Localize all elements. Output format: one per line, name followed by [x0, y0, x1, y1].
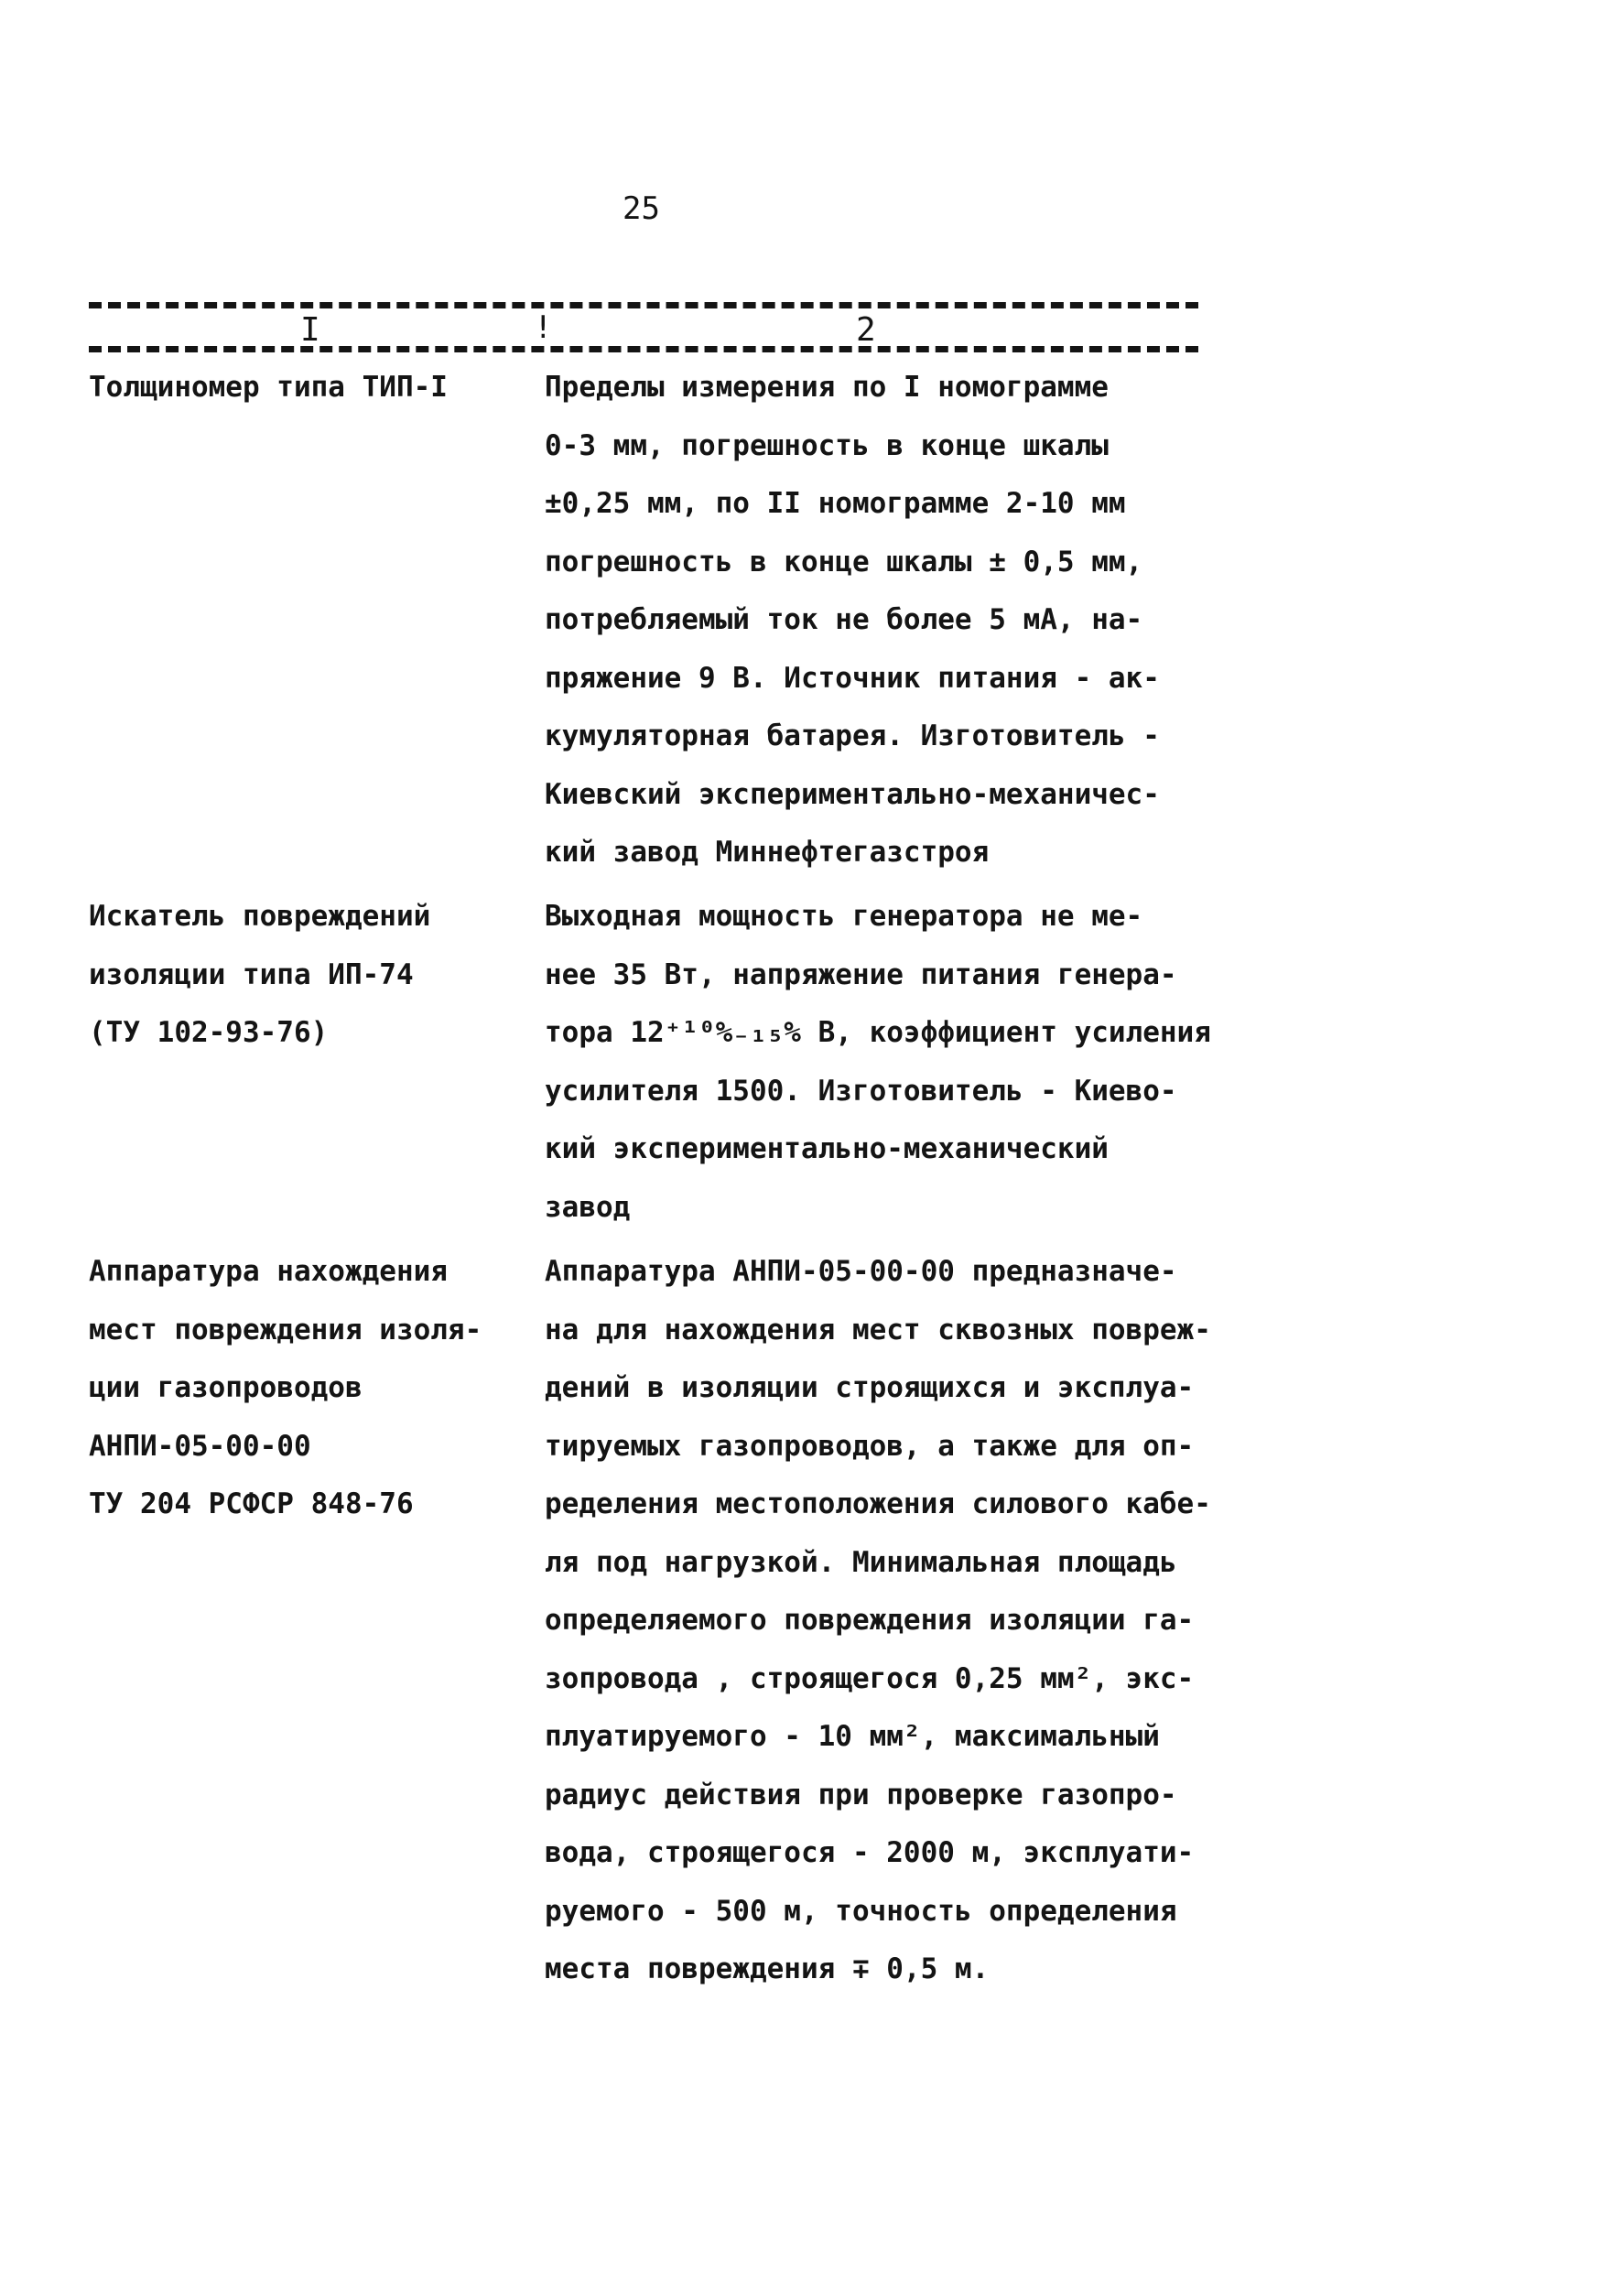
entry-name-line: изоляции типа ИП-74 [89, 957, 414, 991]
entry-name-line: Толщиномер типа ТИП-I [89, 371, 448, 404]
entry-description-line: тируемых газопроводов, а также для оп- [545, 1429, 1195, 1463]
page-number: 25 [623, 190, 660, 227]
entry-name [89, 1243, 482, 1534]
entry-description-line: места повреждения ∓ 0,5 м. [545, 1952, 990, 1985]
entry-name-line: ции газопроводов [89, 1371, 363, 1404]
column-2-number: 2 [856, 311, 876, 349]
entry-description-line: кий завод Миннефтегазстроя [545, 836, 990, 869]
entry-description-line: ля под нагрузкой. Минимальная площадь [545, 1545, 1177, 1579]
entry-description-line: дений в изоляции строящихся и эксплуа- [545, 1371, 1195, 1404]
entry-description-line: кий экспериментально-механический [545, 1132, 1109, 1165]
entry-description-line: погрешность в конце шкалы ± 0,5 мм, [545, 545, 1143, 579]
entry-description-line: плуатируемого - 10 мм², максимальный [545, 1720, 1160, 1753]
entry-description-line: руемого - 500 м, точность определения [545, 1894, 1177, 1928]
entry-description-line: потребляемый ток не более 5 мА, на- [545, 603, 1143, 636]
entry-description-line: Выходная мощность генератора не ме- [545, 900, 1143, 933]
entry-name-line: Искатель повреждений [89, 900, 431, 933]
entry-description-line: ±0,25 мм, по II номограмме 2-10 мм [545, 487, 1126, 520]
table-header-rule [89, 346, 1198, 352]
entry-description-line: радиус действия при проверке газопро- [545, 1778, 1177, 1811]
entry-description [545, 888, 1211, 1237]
entry-name-line: ТУ 204 РСФСР 848-76 [89, 1487, 414, 1520]
table-top-rule [89, 302, 1198, 308]
entry-description-line: завод [545, 1190, 631, 1224]
entry-description-line: кумуляторная батарея. Изготовитель - [545, 719, 1160, 752]
entry-description-line: определяемого повреждения изоляции га- [545, 1604, 1195, 1637]
entry-name [89, 359, 448, 417]
entry-description-line: вода, строящегося - 2000 м, эксплуати- [545, 1836, 1195, 1869]
entry-description-line: ределения местоположения силового кабе- [545, 1487, 1211, 1520]
column-1-number: I [300, 311, 320, 349]
entry-name-line: (ТУ 102-93-76) [89, 1016, 329, 1049]
column-separator: ! [534, 309, 553, 346]
entry-description-line: Пределы измерения по I номограмме [545, 371, 1109, 404]
entry-description [545, 1243, 1211, 1999]
entry-description-line: Аппаратура АНПИ-05-00-00 предназначе- [545, 1255, 1177, 1288]
entry-description-line: зопровода , строящегося 0,25 мм², экс- [545, 1661, 1195, 1695]
entry-description-line: нее 35 Вт, напряжение питания генера- [545, 957, 1177, 991]
entry-description-line: усилителя 1500. Изготовитель - Киево- [545, 1074, 1177, 1108]
entry-description-line: пряжение 9 В. Источник питания - ак- [545, 661, 1160, 695]
entry-name-line: мест повреждения изоля- [89, 1313, 482, 1346]
entry-name [89, 888, 430, 1063]
entry-name-line: АНПИ-05-00-00 [89, 1429, 311, 1463]
entry-description-line: на для нахождения мест сквозных повреж- [545, 1313, 1211, 1346]
entry-description [545, 359, 1160, 882]
entry-name-line: Аппаратура нахождения [89, 1255, 448, 1288]
entry-description-line: 0-3 мм, погрешность в конце шкалы [545, 428, 1109, 462]
entry-description-line: Киевский экспериментально-механичес- [545, 777, 1160, 811]
entry-description-line: тора 12⁺¹⁰%₋₁₅% В, коэффициент усиления [545, 1016, 1211, 1049]
